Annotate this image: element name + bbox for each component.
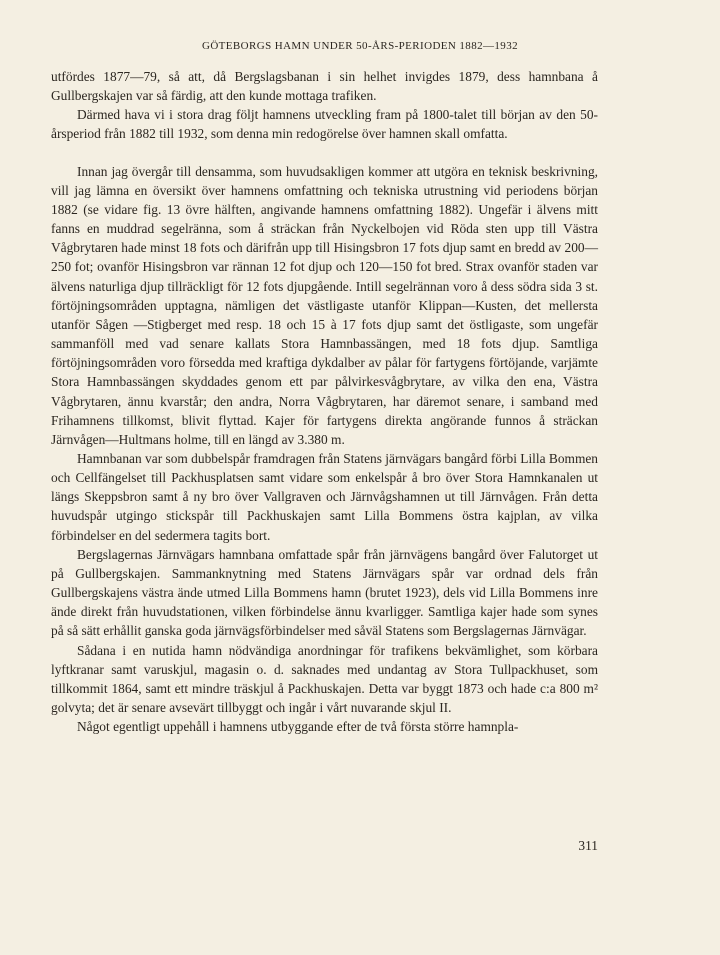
paragraph: Hamnbanan var som dubbelspår framdragen från Statens järnvägars bangård förbi Lilla Bommen och Cellfängelset till Packhusplatsen samt vidare som enkelspår å bro över Stora Hamnkanalen ut längs Skeppsbron samt å ny bro över Vallgraven och Järnvågshamnen ut till Järnvågen. Från detta huvudspår utgingo stickspår till Packhuskajen samt Lilla Bommens östra kajplan, av vilka förbindelser en del sedermera tagits bort.: [51, 450, 598, 543]
paragraph-continuation: utfördes 1877—79, så att, då Bergslagsbanan i sin helhet invigdes 1879, dess hamnbana å Gullbergskajen var så färdig, att den kunde mottaga trafiken.: [51, 69, 598, 104]
paragraph: Bergslagernas Järnvägars hamnbana omfattade spår från järnvägens bangård över Falutorget ut på Gullbergskajen. Sammanknytning med Statens Järnvägars spår var ordnad dels från Gullbergskajens västra ände utmed Lilla Bommens hamn (brutet 1923), dels vid Lilla Bommens inre ände direkt från huvudstationen, vilken förbindelse ännu kvarligger. Samtliga kajer hade som synes på så sätt erhållit ganska goda järnvägsförbindelser med såväl Statens som Bergslagernas Järnvägar.: [51, 546, 598, 639]
page-number: 311: [578, 838, 598, 853]
running-head: GÖTEBORGS HAMN UNDER 50-ÅRS-PERIODEN 1882—1932: [201, 40, 519, 52]
paragraph: Innan jag övergår till densamma, som huvudsakligen kommer att utgöra en teknisk beskrivning, vill jag lämna en översikt över hamnens omfattning och tekniska utrustning vid periodens början 1882 (se vidare fig. 13 övre hälften, angivande hamnens omfattning 1882). Ungefär i älvens mitt fanns en muddrad segelränna, som å sträckan från Nyckelbojen vid Röda sten upp till Västra Vågbrytaren hade minst 18 fots och därifrån upp till Hisingsbron 17 fots djup samt en bredd av 200—250 fot; ovanför Hisingsbron var rännan 12 fot djup och 120—150 fot bred. Strax ovanför staden var älvens naturliga djup tillräckligt för 12 fots djupgående. Intill segelrännan voro å dess södra sida 3 st. förtöjningsområden upptagna, nämligen det västligaste utanför Klippan—Kusten, det mellersta utanför Sågen —Stigberget med resp. 18 och 15 à 17 fots djup samt det östligaste, som ungefär sammanföll med vad senare kallats Stora Hamnbassängen, med 18 fots djup. Samtliga förtöjningsområden voro försedda med kraftiga dykdalber av pålar för fartygens förtöjande, varjämte Stora Hamnbassängen skyddades genom ett par pålvirkesvågbrytare, av vilka den ena, Västra Vågbrytaren, ännu kvarstår; den andra, Norra Vågbrytaren, har däremot senare, i samband med Frihamnens tillkomst, blivit flyttad. Kajer för fartygens direkta angörande funnos å sträckan Järnvågen—Hultmans holme, till en längd av 3.380 m.: [51, 163, 598, 447]
paragraph: Därmed hava vi i stora drag följt hamnens utveckling fram på 1800-talet till början av den 50-årsperiod från 1882 till 1932, som denna min redogörelse över hamnen skall omfatta.: [51, 107, 598, 142]
paragraph: Sådana i en nutida hamn nödvändiga anordningar för trafikens bekvämlighet, som körbara lyftkranar samt varuskjul, magasin o. d. saknades med undantag av Stora Tullpackhuset, som tillkommit 1864, samt ett mindre träskjul å Packhuskajen. Detta var byggt 1873 och hade c:a 800 m² golvyta; det är senare avsevärt tillbyggt och ingår i vårt nuvarande skjul II.: [51, 642, 598, 715]
section-gap: [51, 144, 598, 162]
paragraph: Något egentligt uppehåll i hamnens utbyggande efter de två första större hamnpla-: [77, 719, 519, 735]
body-text: [51, 67, 598, 736]
